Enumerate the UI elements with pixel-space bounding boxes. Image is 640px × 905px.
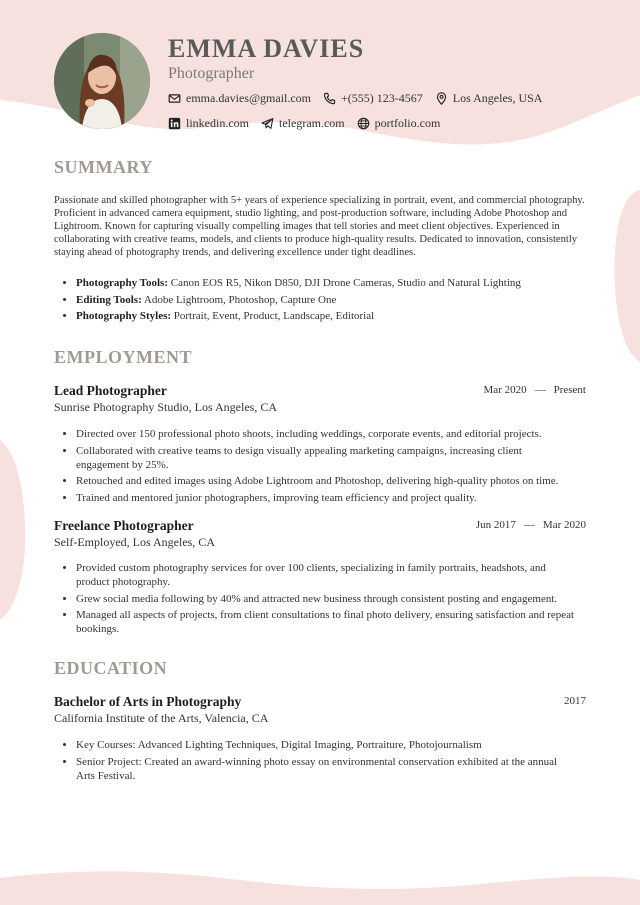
school-name: California Institute of the Arts, Valencia, CA [54, 711, 269, 725]
degree-title: Bachelor of Arts in Photography [54, 694, 242, 709]
list-item: • Trained and mentored junior photographers, improving team efficiency and project quality. [76, 491, 576, 505]
portfolio-link[interactable] [357, 116, 441, 131]
telegram-icon [261, 117, 274, 130]
skill-item [76, 293, 521, 307]
job-1-bullets [62, 427, 576, 507]
list-item: • Collaborated with creative teams to design visually appealing marketing campaigns, increasing client engagement by 25%. [76, 444, 576, 472]
email-text: emma.davies@gmail.com [186, 91, 312, 105]
skill-item [76, 309, 521, 323]
graduation-year: 2017 [564, 695, 586, 707]
contact-row-primary [168, 91, 554, 106]
phone-icon [323, 92, 336, 105]
job-2-end: Mar 2020 [542, 519, 586, 531]
job-2-start: Jun 2017 [475, 519, 516, 531]
summary-heading: SUMMARY [54, 157, 153, 177]
summary-paragraph: Passionate and skilled photographer with 5+ years of experience specializing in portrait, event, and commercial photography. Proficient in advanced camera equipment, studio lighting, and post-production software, including Adobe Photoshop and Lightroom. Known for capturing visually compelling images that tell stories and meet client objectives. Experienced in collaborating with creative teams, models, and clients to produce high-quality results. Dedicated to innovation, consistently staying ahead of photography trends, and delivering excellence under tight deadlines. [54, 195, 585, 258]
phone-text: +(555) 123-4567 [341, 91, 423, 105]
telegram-link[interactable] [261, 116, 345, 131]
linkedin-text: linkedin.com [186, 116, 249, 130]
skill-label: Photography Tools: [76, 277, 168, 289]
skill-label: Photography Styles: [76, 310, 172, 322]
date-dash: — [534, 384, 546, 396]
linkedin-link[interactable] [168, 116, 249, 131]
job-2-bullets [62, 561, 576, 639]
employment-heading: EMPLOYMENT [54, 347, 192, 367]
contact-row-links [168, 116, 452, 131]
job-title: Photographer [168, 65, 255, 82]
profile-photo [54, 33, 150, 129]
list-item: • Retouched and edited images using Adobe Lightroom and Photoshop, delivering high-quality photos on time. [76, 474, 576, 488]
list-item: • Provided custom photography services for over 100 clients, specializing in family portraits, headshots, and product photography. [76, 561, 576, 589]
education-bullets [62, 738, 576, 785]
date-dash: — [523, 519, 535, 531]
skill-value: Adobe Lightroom, Photoshop, Capture One [141, 293, 337, 306]
email-contact[interactable] [168, 91, 311, 106]
job-1-company: Sunrise Photography Studio, Los Angeles, CA [54, 400, 278, 414]
portfolio-text: portfolio.com [374, 116, 441, 130]
location-text: Los Angeles, USA [452, 91, 543, 105]
list-item: • Senior Project: Created an award-winning photo essay on environmental conservation exhibited at the annual Arts Festival. [76, 755, 576, 783]
job-1-title: Lead Photographer [54, 383, 167, 398]
list-item: • Directed over 150 professional photo shoots, including weddings, corporate events, and editorial projects. [76, 427, 576, 441]
location-contact [435, 91, 543, 106]
job-1-dates [484, 384, 586, 396]
job-2-title: Freelance Photographer [54, 518, 194, 533]
job-2-company: Self-Employed, Los Angeles, CA [54, 535, 215, 549]
list-item: • Key Courses: Advanced Lighting Techniques, Digital Imaging, Portraiture, Photojournalism [76, 738, 576, 752]
skill-value: Portrait, Event, Product, Landscape, Editorial [171, 310, 375, 322]
job-1-start: Mar 2020 [483, 384, 527, 396]
job-2-dates [476, 519, 586, 531]
skills-list [62, 276, 521, 326]
globe-icon [357, 117, 370, 130]
candidate-name: EMMA DAVIES [168, 34, 365, 63]
skill-value: Canon EOS R5, Nikon D850, DJI Drone Cameras, Studio and Natural Lighting [168, 277, 521, 289]
telegram-text: telegram.com [279, 116, 345, 130]
education-heading: EDUCATION [54, 658, 168, 678]
job-1-end: Present [553, 384, 586, 396]
skill-item [76, 276, 521, 290]
mail-icon [168, 92, 181, 105]
list-item: • Managed all aspects of projects, from client consultations to final photo delivery, ensuring satisfaction and repeat bookings. [76, 608, 576, 636]
location-pin-icon [435, 92, 448, 105]
skill-label: Editing Tools: [76, 293, 142, 306]
list-item: • Grew social media following by 40% and attracted new business through consistent posting and engagement. [76, 592, 576, 606]
linkedin-icon [168, 117, 181, 130]
phone-contact[interactable] [323, 91, 423, 106]
